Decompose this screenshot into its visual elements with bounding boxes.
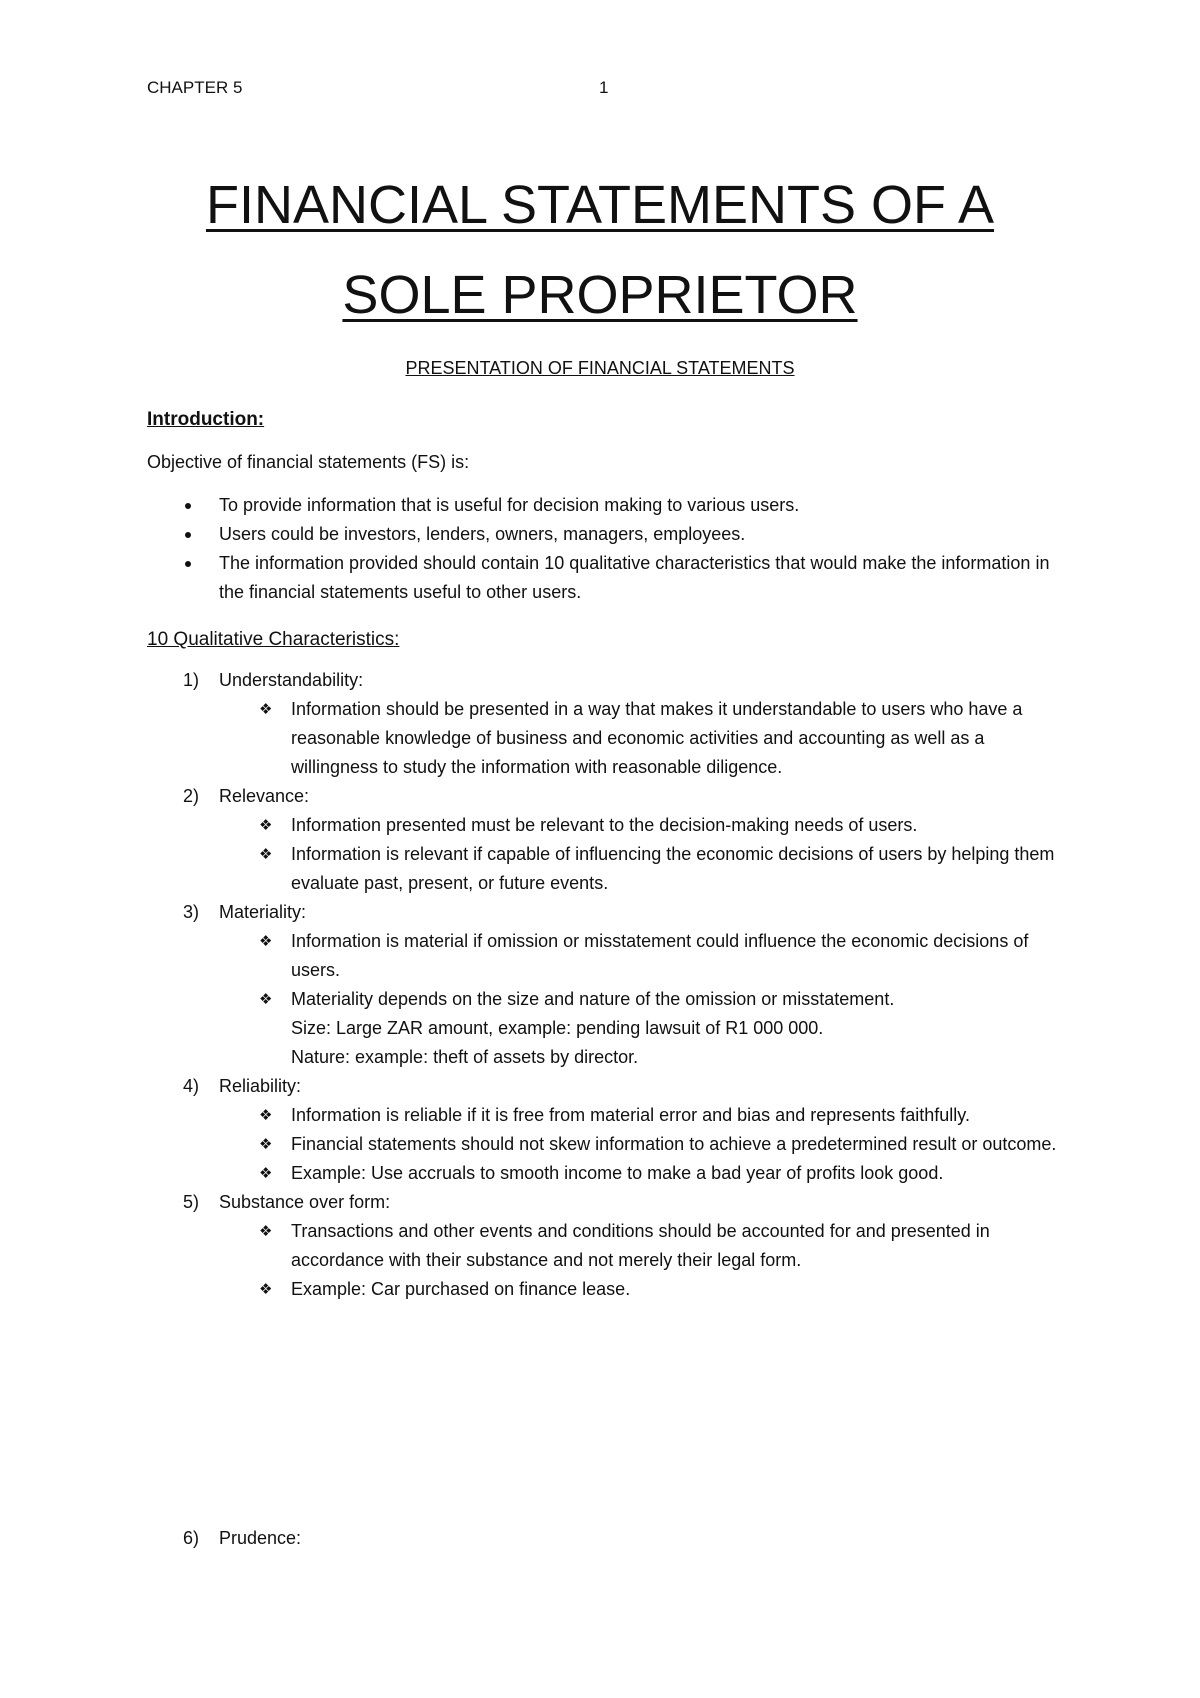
list-item [147, 549, 1067, 607]
item-number: 1) [183, 670, 200, 690]
sub-item-text: Information is relevant if capable of influencing the economic decisions of users by helping them evaluate past, present, or future events. [291, 844, 1055, 893]
diamond-bullet-icon: ❖ [259, 817, 273, 834]
sub-list [219, 1101, 1067, 1188]
bullet-text: To provide information that is useful for decision making to various users. [219, 495, 800, 515]
item-label: Prudence: [219, 1528, 302, 1548]
item-label: Substance over form: [219, 1192, 391, 1212]
sub-item-text: Financial statements should not skew information to achieve a predetermined result or outcome. [291, 1134, 1057, 1154]
diamond-bullet-icon: ❖ [259, 846, 273, 863]
sub-list [219, 1217, 1067, 1304]
item-label: Relevance: [219, 786, 310, 806]
materiality-nature-note: Nature: example: theft of assets by director. [291, 1047, 639, 1067]
sub-item-text: Information is reliable if it is free from material error and bias and represents faithfully. [291, 1105, 970, 1125]
introduction-heading: Introduction: [147, 409, 265, 430]
sub-item-text: Information should be presented in a way that makes it understandable to users who have a reasonable knowledge of business and economic activities and accounting as well as a willingness to study the information with reasonable diligence. [291, 699, 1023, 777]
item-number: 4) [183, 1076, 200, 1096]
sub-item-text: Transactions and other events and conditions should be accounted for and presented in accordance with their substance and not merely their legal form. [291, 1221, 990, 1270]
sub-item-text: Information is material if omission or misstatement could influence the economic decisions of users. [291, 931, 1029, 980]
sub-item [219, 1101, 1067, 1130]
bullet-icon [185, 561, 191, 567]
bullet-text: Users could be investors, lenders, owners, managers, employees. [219, 524, 746, 544]
item-number: 5) [183, 1192, 200, 1212]
list-item [147, 1188, 1067, 1304]
sub-item [219, 695, 1067, 782]
title-line-1: FINANCIAL STATEMENTS OF A [205, 175, 995, 235]
materiality-size-note: Size: Large ZAR amount, example: pending lawsuit of R1 000 000. [291, 1018, 824, 1038]
sub-item-text: Example: Car purchased on finance lease. [291, 1279, 631, 1299]
bullet-text: The information provided should contain 10 qualitative characteristics that would make the information in the financial statements useful to other users. [219, 553, 1050, 602]
diamond-bullet-icon: ❖ [259, 933, 273, 950]
sub-item [219, 1217, 1067, 1275]
sub-list [219, 695, 1067, 782]
item-number: 3) [183, 902, 200, 922]
list-item [147, 666, 1067, 782]
list-item [147, 1072, 1067, 1188]
sub-item [219, 840, 1067, 898]
sub-item [219, 811, 1067, 840]
list-item [147, 1524, 1067, 1553]
diamond-bullet-icon: ❖ [259, 701, 273, 718]
sub-item [219, 985, 1067, 1072]
document-title [100, 160, 1100, 340]
list-item [147, 520, 1067, 549]
sub-item [219, 1275, 1067, 1304]
sub-list [219, 927, 1067, 1072]
diamond-bullet-icon: ❖ [259, 1281, 273, 1298]
diamond-bullet-icon: ❖ [259, 1136, 273, 1153]
page-header [147, 78, 1053, 102]
sub-item-text: Materiality depends on the size and nature of the omission or misstatement. [291, 989, 895, 1009]
item-number: 2) [183, 786, 200, 806]
item-label: Understandability: [219, 670, 364, 690]
item-label: Materiality: [219, 902, 307, 922]
diamond-bullet-icon: ❖ [259, 1107, 273, 1124]
qualitative-heading: 10 Qualitative Characteristics: [147, 629, 400, 650]
item-number: 6) [183, 1528, 200, 1548]
list-item [147, 898, 1067, 1072]
item-label: Reliability: [219, 1076, 302, 1096]
page-number: 1 [599, 78, 609, 97]
sub-item-text: Example: Use accruals to smooth income to make a bad year of profits look good. [291, 1163, 944, 1183]
document-body [147, 405, 1067, 1304]
introduction-bullets [147, 491, 1067, 607]
section-subtitle: PRESENTATION OF FINANCIAL STATEMENTS [405, 358, 795, 378]
diamond-bullet-icon: ❖ [259, 1165, 273, 1182]
chapter-label: CHAPTER 5 [147, 78, 243, 97]
list-item [147, 782, 1067, 898]
sub-list [219, 811, 1067, 898]
sub-item [219, 1130, 1067, 1159]
diamond-bullet-icon: ❖ [259, 1223, 273, 1240]
objective-text: Objective of financial statements (FS) is: [147, 452, 470, 472]
sub-item [219, 927, 1067, 985]
bullet-icon [185, 503, 191, 509]
qualitative-list [147, 666, 1067, 1304]
bullet-icon [185, 532, 191, 538]
title-line-2: SOLE PROPRIETOR [342, 265, 858, 325]
list-item [147, 491, 1067, 520]
diamond-bullet-icon: ❖ [259, 991, 273, 1008]
sub-item [219, 1159, 1067, 1188]
sub-item-text: Information presented must be relevant to the decision-making needs of users. [291, 815, 918, 835]
